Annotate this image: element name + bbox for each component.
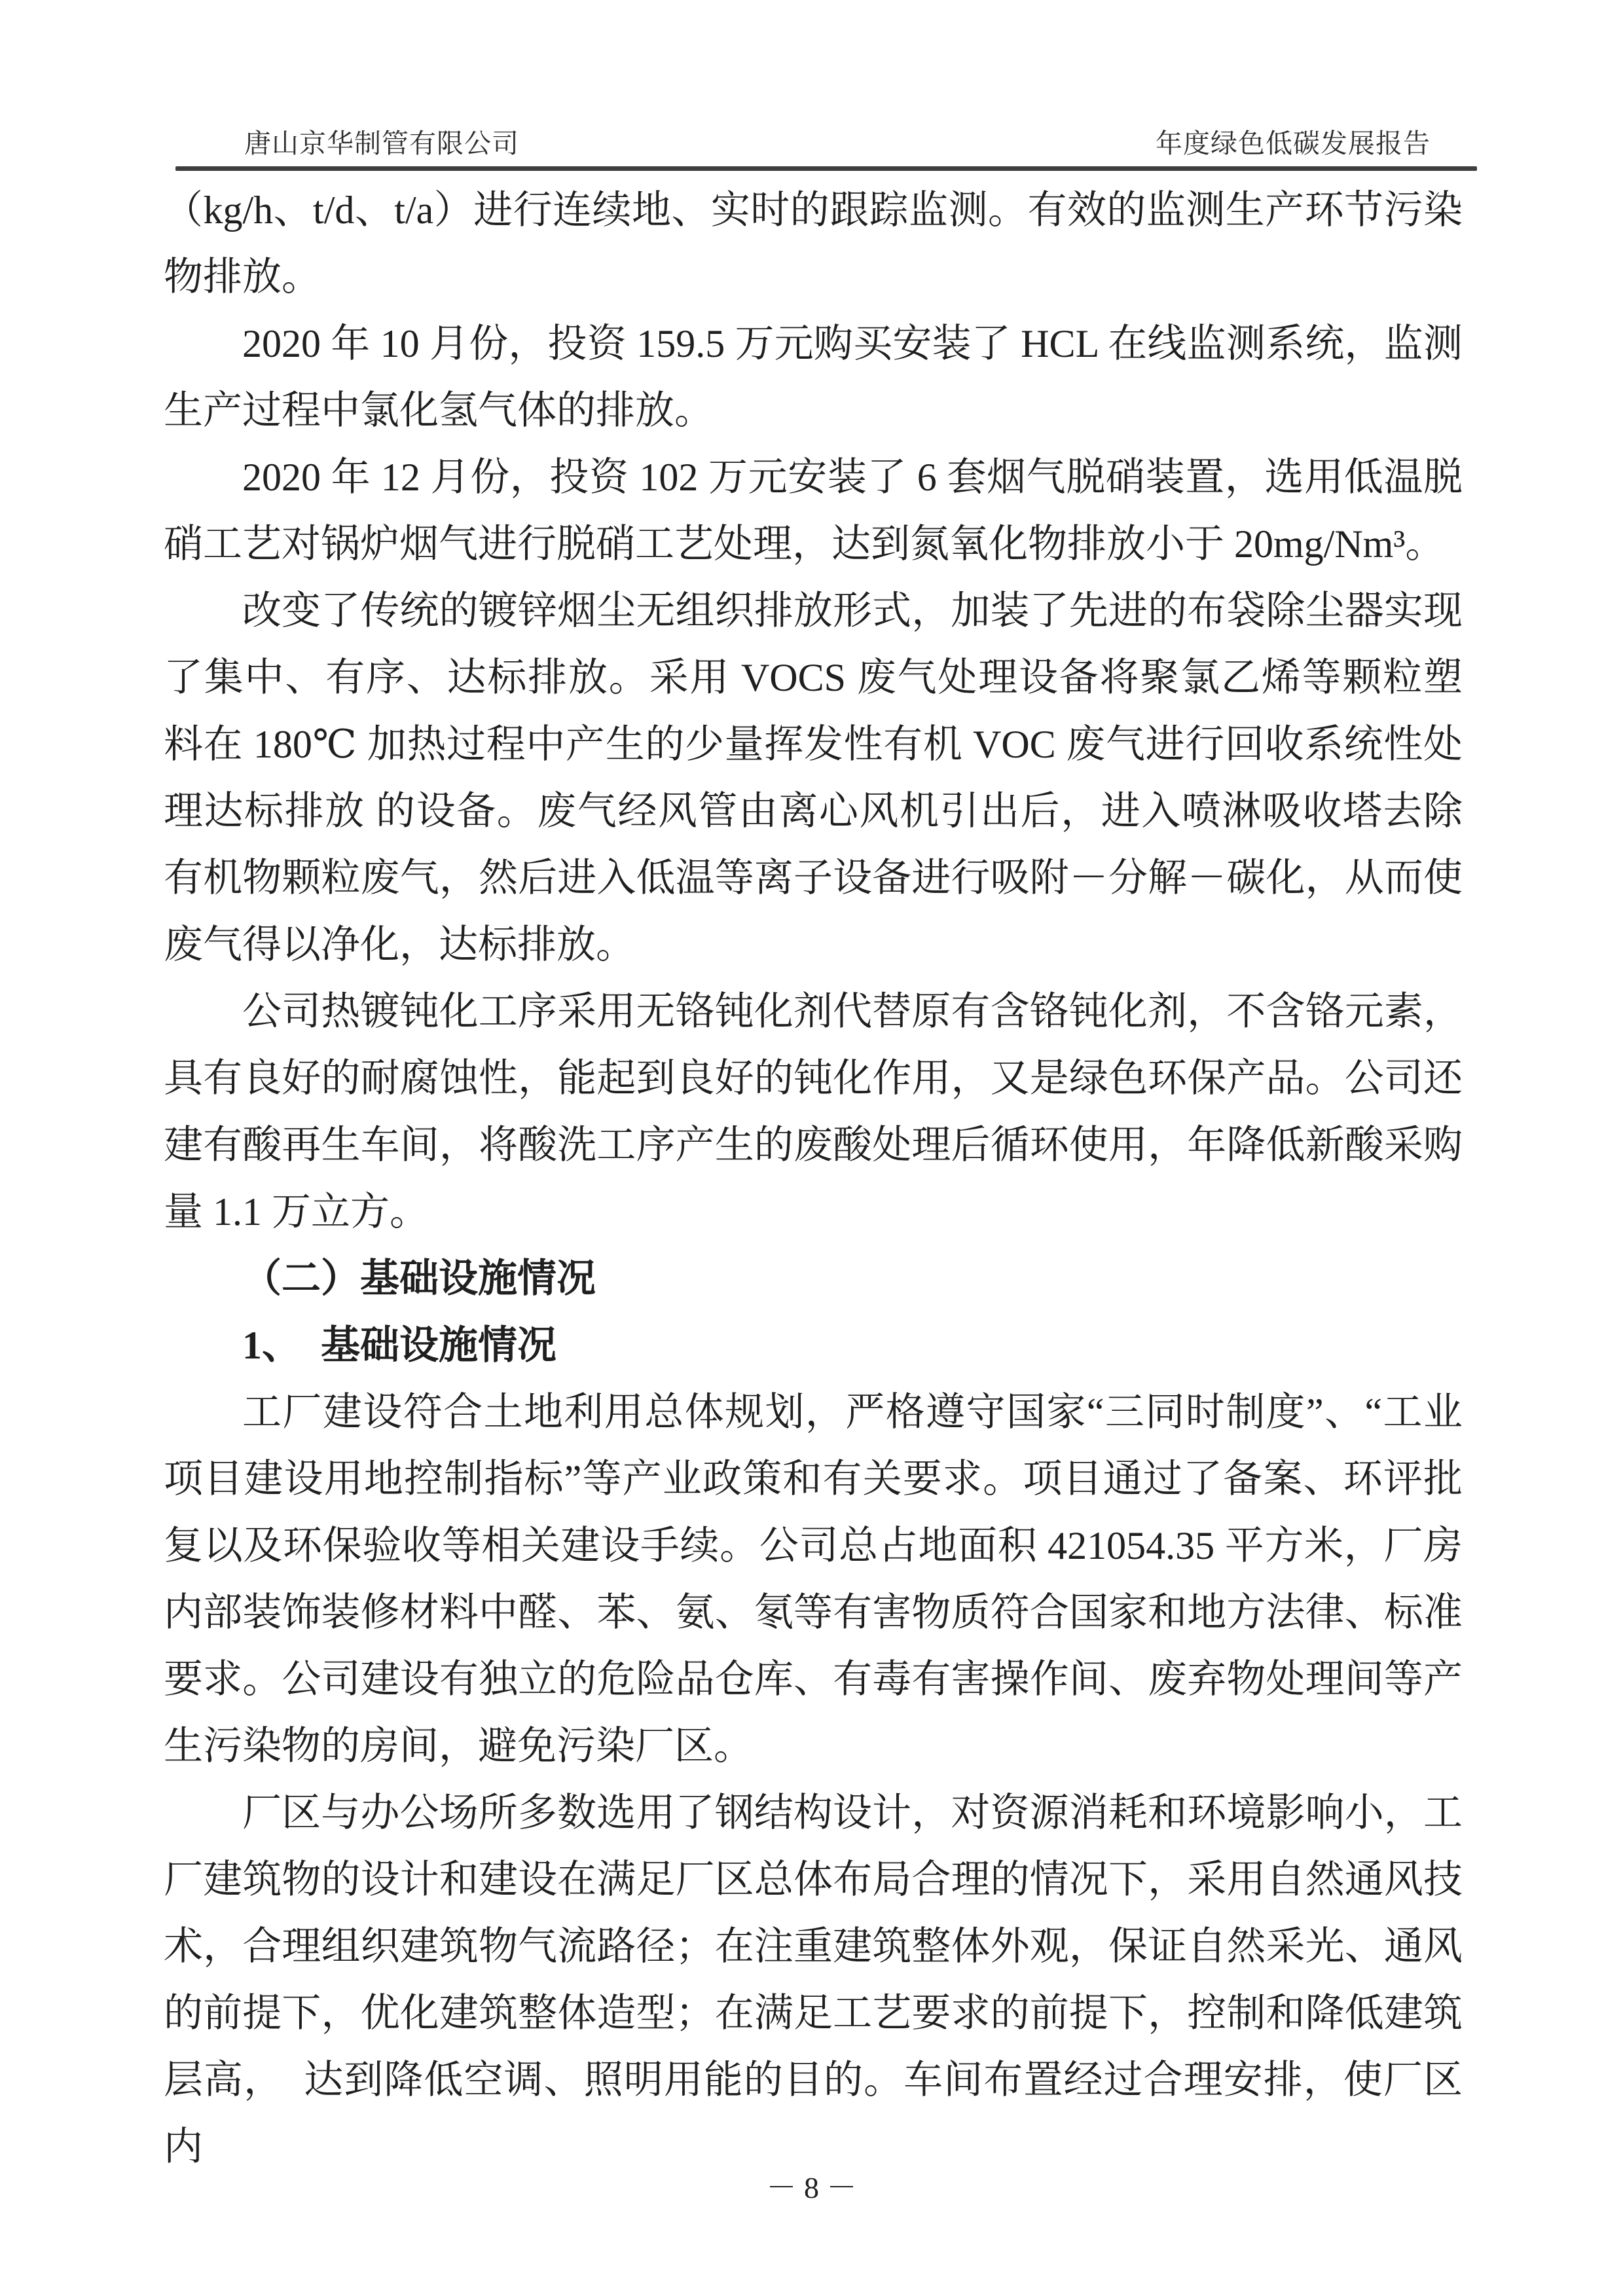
header-company-name: 唐山京华制管有限公司	[244, 128, 519, 158]
paragraph: 2020 年 12 月份，投资 102 万元安装了 6 套烟气脱硝装置，选用低温脱硝工艺对锅炉烟气进行脱硝工艺处理，达到氮氧化物排放小于 20mg/Nm³。	[164, 456, 1463, 566]
paragraph: 2020 年 10 月份，投资 159.5 万元购买安装了 HCL 在线监测系统，监测生产过程中氯化氢气体的排放。	[164, 322, 1463, 432]
paragraph: 厂区与办公场所多数选用了钢结构设计，对资源消耗和环境影响小，工厂建筑物的设计和建设在满足厂区总体布局合理的情况下，采用自然通风技术，合理组织建筑物气流路径；在注重建筑整体外观，保证自然采光、通风的前提下，优化建筑整体造型；在满足工艺要求的前提下，控制和降低建筑层高， 达到降低空调、照明用能的目的。车间布置经过合理安排，使厂区内	[164, 1791, 1463, 2168]
header-report-title: 年度绿色低碳发展报告	[1156, 128, 1431, 158]
paragraph: 公司热镀钝化工序采用无铬钝化剂代替原有含铬钝化剂，不含铬元素，具有良好的耐腐蚀性，能起到良好的钝化作用，又是绿色环保产品。公司还建有酸再生车间，将酸洗工序产生的废酸处理后循环使用，年降低新酸采购量 1.1 万立方。	[164, 990, 1463, 1233]
page-footer	[0, 2170, 1623, 2206]
header-rule-divider	[175, 166, 1477, 171]
paragraph: 改变了传统的镀锌烟尘无组织排放形式，加装了先进的布袋除尘器实现了集中、有序、达标排放。采用 VOCS 废气处理设备将聚氯乙烯等颗粒塑料在 180℃ 加热过程中产生的少量挥发性有机 VOC 废气进行回收系统性处理达标排放 的设备。废气经风管由离心风机引出后，进入喷淋吸收塔去除有机物颗粒废气，然后进入低温等离子设备进行吸附－分解－碳化，从而使废气得以净化，达标排放。	[164, 589, 1463, 966]
subsection-heading: 1、 基础设施情况	[242, 1324, 556, 1367]
page-header	[177, 127, 1476, 160]
section-heading: （二）基础设施情况	[242, 1257, 596, 1300]
document-body	[164, 177, 1463, 2180]
paragraph-continuation: （kg/h、t/d、t/a）进行连续地、实时的跟踪监测。有效的监测生产环节污染物排放。	[164, 189, 1463, 299]
paragraph: 工厂建设符合土地利用总体规划，严格遵守国家“三同时制度”、“工业项目建设用地控制指标”等产业政策和有关要求。项目通过了备案、环评批复以及环保验收等相关建设手续。公司总占地面积 421054.35 平方米，厂房内部装饰装修材料中醛、苯、氨、氡等有害物质符合国家和地方法律、标准要求。公司建设有独立的危险品仓库、有毒有害操作间、废弃物处理间等产生污染物的房间，避免污染厂区。	[164, 1391, 1463, 1768]
page-number: － 8 －	[766, 2171, 857, 2204]
